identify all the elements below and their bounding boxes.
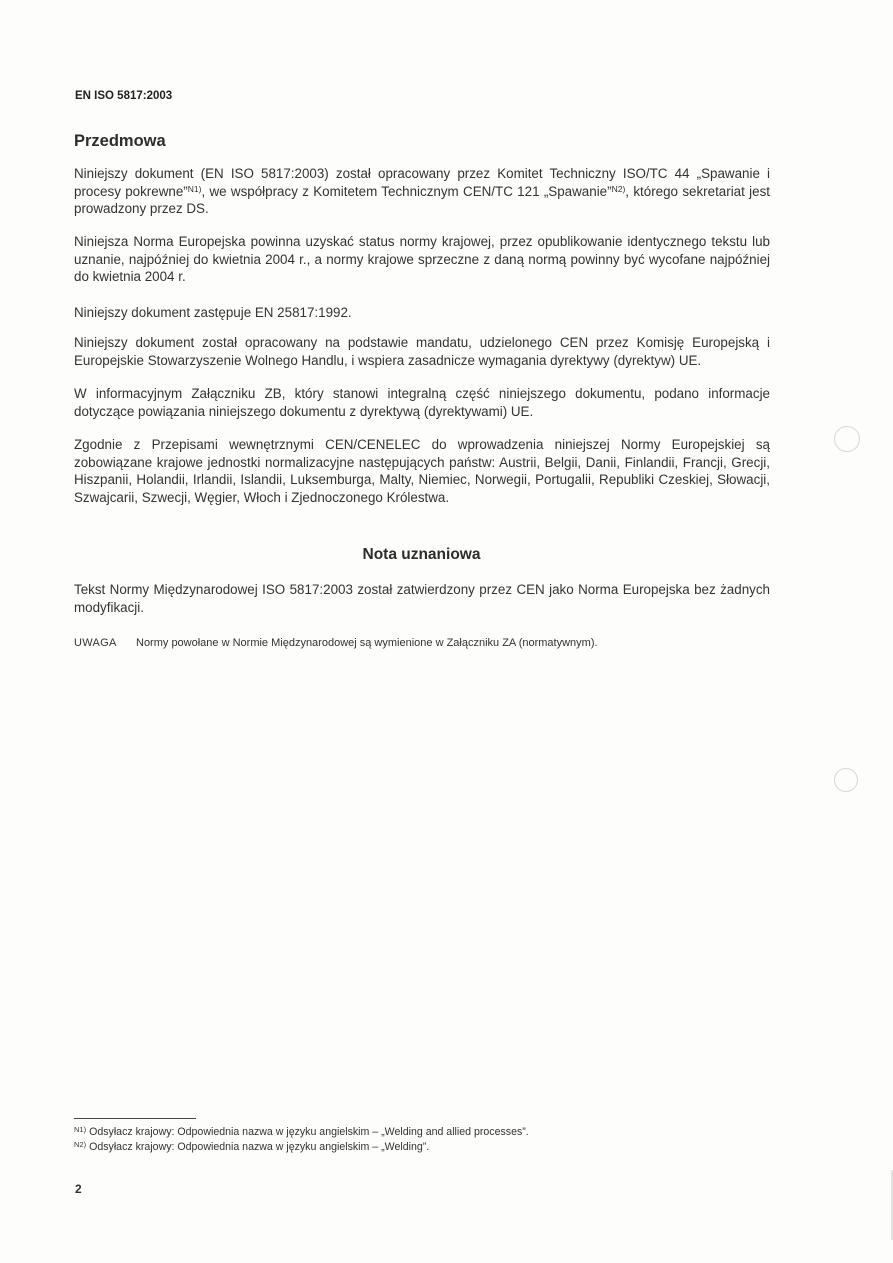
- preface-paragraph-5: [74, 385, 770, 420]
- preface-heading: Przedmowa: [74, 132, 166, 150]
- preface-p4-text: Niniejszy dokument został opracowany na podstawie mandatu, udzielonego CEN przez Komisję Europejską i Europejskie Stowarzyszenie Wolnego Handlu, i wspiera zasadnicze wymagania dyrektywy (dyrektyw) UE.: [74, 335, 770, 368]
- preface-p6-text: Zgodnie z Przepisami wewnętrznymi CEN/CENELEC do wprowadzenia niniejszej Normy Europejskiej są zobowiązane krajowe jednostki normalizacyjne następujących państw: Austrii, Belgii, Danii, Finlandii, Francji, Grecji, Hiszpanii, Holandii, Irlandii, Islandii, Luksemburga, Malty, Niemiec, Norwegii, Portugalii, Republiki Czeskiej, Słowacji, Szwajcarii, Szwecji, Węgier, Włoch i Zjednoczonego Królestwa.: [74, 437, 770, 505]
- footnote-text: Odsyłacz krajowy: Odpowiednia nazwa w języku angielskim – „Welding and allied processes”.: [89, 1126, 529, 1138]
- endorsement-heading: Nota uznaniowa: [362, 546, 481, 563]
- preface-p5-text: W informacyjnym Załączniku ZB, który stanowi integralną część niniejszego dokumentu, podano informacje dotyczące powiązania niniejszego dokumentu z dyrektywą (dyrektywami) UE.: [74, 386, 770, 419]
- preface-p1-text-a: Niniejszy dokument (EN ISO 5817:2003) został opracowany przez Komitet Techniczny ISO/TC 44 „Spawanie i procesy pokrewne”: [74, 166, 770, 199]
- page-number: 2: [75, 1182, 82, 1196]
- preface-p3-text: Niniejszy dokument zastępuje EN 25817:1992.: [74, 305, 352, 320]
- document-code: EN ISO 5817:2003: [75, 90, 173, 102]
- footnote-n2: [74, 1141, 429, 1153]
- preface-p2-text: Niniejsza Norma Europejska powinna uzyskać status normy krajowej, przez opublikowanie identycznego tekstu lub uznanie, najpóźniej do kwietnia 2004 r., a normy krajowe sprzeczne z daną normą powinny być wycofane najpóźniej do kwietnia 2004 r.: [74, 234, 770, 285]
- preface-paragraph-1: [74, 165, 770, 218]
- scan-artifact: [834, 768, 858, 792]
- footnote-ref-n1: N1): [187, 183, 202, 194]
- footnote-n1: [74, 1126, 529, 1138]
- footnote-text: Odsyłacz krajowy: Odpowiednia nazwa w języku angielskim – „Welding”.: [89, 1141, 430, 1153]
- footnote-ref-n2: N2): [611, 183, 626, 194]
- footnote-divider: [74, 1118, 196, 1119]
- endorsement-paragraph: [74, 581, 770, 616]
- preface-paragraph-4: [74, 334, 770, 369]
- footnote-mark: N1): [74, 1125, 87, 1134]
- preface-paragraph-2: [74, 233, 770, 286]
- note-label: UWAGA: [74, 637, 117, 649]
- preface-paragraph-6: [74, 436, 770, 506]
- preface-p1-text-b: , we współpracy z Komitetem Technicznym CEN/TC 121 „Spawanie”: [201, 183, 612, 199]
- footnote-mark: N2): [74, 1140, 87, 1149]
- note-text: Normy powołane w Normie Międzynarodowej są wymienione w Załączniku ZA (normatywnym).: [136, 637, 598, 649]
- preface-p1-text-c: , którego sekretariat jest prowadzony przez DS.: [74, 183, 770, 217]
- endorsement-p1-text: Tekst Normy Międzynarodowej ISO 5817:2003 został zatwierdzony przez CEN jako Norma Europejska bez żadnych modyfikacji.: [74, 582, 770, 615]
- preface-paragraph-3: [74, 304, 770, 322]
- scan-artifact: [834, 426, 860, 452]
- endorsement-note: [74, 637, 598, 649]
